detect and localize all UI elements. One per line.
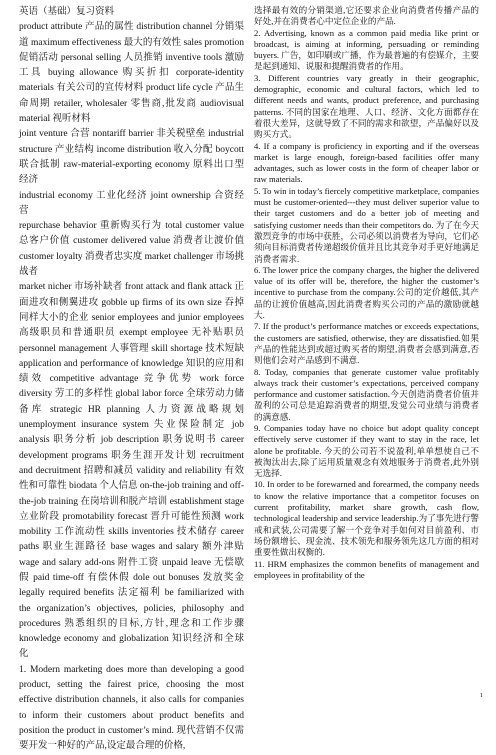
sentence-9: 9. Companies today have no choice but adopt quality concept effectively serve customer if they want to stay in the race, let alone be profitable. 今天的公司若不说盈利,单单想使自己不被淘汰出去,除了运用质量观念有效地服务于消费者,此外别无选择. (254, 422, 479, 479)
sentence-2: 2. Advertising, known as a common paid media like print or broadcast, is aiming at informing, persuading or reminding buyers. 广告，如印刷或广播，作为最普遍的有偿媒介，主要是起到通知、说服和提醒消费者的作用。 (254, 27, 479, 72)
sentence-3: 3. Different countries vary greatly in their geographic, demographic, economic and cultural factors, which led to different needs and wants, product preference, and purchasing patterns. 不同的国家在地理、人口、经济、文化方面都存在着很大差异，这就导致了不同的需求和欲望，产品偏好以及购买方式。 (254, 72, 479, 140)
document-title: 英语（基础）复习资料 (19, 7, 115, 17)
paragraph-marketing-glossary: product attribute 产品的属性 distribution channel 分销渠道 maximum effectiveness 最大的有效性 sales promotion 促销活动 personal selling 人员推销 inventive tools 激励工具 buying allowance 购买折扣 corporate-identity materials 有关公司的宣传材料 product life cycle 产品生命周期 retailer, wholesaler 零售商,批发商 audiovisual material 视听材料 (19, 22, 244, 125)
sentence-6: 6. The lower price the company charges, the higher the delivered value of its offer will be, therefore, the higher the customer’s incentive to purchase from the company.公司的定价越低,其产品的让渡价值越高,因此消费者购买公司的产品的激励就越大. (254, 264, 479, 321)
sentence-8: 8. Today, companies that generate customer value profitably always track their customer’s expectations, perceived company performance and customer satisfaction.今天创造消费者价值并盈利的公司总是追踪消费者的期望,发觉公司业绩与消费者的满意感. (254, 366, 479, 422)
sentence-1: 1. Modern marketing does more than developing a good product, setting the fairest price, choosing the most effective distribution channels, it also calls for companies to inform their customers about product benefits and position the product in customer’s mind. 现代营销不仅需要开发一种好的产品,设定最合理的价格, (19, 664, 244, 752)
paragraph-hr-glossary: market nicher 市场补缺者 front attack and flank attack 正面进攻和侧翼进攻 gobble up firms of its own size 吞掉同样大小的企业 senior employees and junior employees 高级职员和普通职员 exempt employee 无补贴职员 personnel management 人事管理 skill shortage 技术短缺 application and performance of knowledge 知识的应用和绩效 competitive advantage 竞争优势 work force diversity 劳工的多样性 global labor force 全球劳动力储备库 strategic HR planning 人力资源战略规划 unemployment insurance system 失业保险制定 job analysis 职务分析 job description 职务说明书 career development programs 职务生涯开发计划 recruitment and decruitment 招聘和减员 validity and reliability 有效性和可靠性 biodata 个人信息 on-the-job training and off-the-job training 在岗培训和脱产培训 establishment stage 立业阶段 promotability forecast 晋升可能性预测 work mobility 工作流动性 skills inventories 技术储存 career paths 职业生涯路径 base wages and salary 额外津贴 wage and salary add-ons 附件工资 unpaid leave 无偿歇假 paid time-off 有偿休假 dole out bonuses 发放奖金 legally required benefits 法定福利 be familiarized with the organization’s objectives, policies, philosophy and procedures 熟悉组织的目标,方针,理念和工作步骤 knowledge economy and globalization 知识经济和全球化 (19, 282, 244, 660)
sentence-7: 7. If the product’s performance matches or exceeds expectations, the customers are satisfied, otherwise, they are dissatisfied.如果产品的性能达到或超过购买者的期望,消费者会感到满意,否则他们会对产品感到不满意. (254, 321, 479, 366)
left-column (19, 5, 244, 752)
paragraph-customer-glossary: repurchase behavior 重新购买行为 total customer value 总客户价值 customer delivered value 消费者让渡价值 customer loyalty 消费者忠实度 market challenger 市场挑战者 (19, 221, 244, 278)
sentence-11: 11. HRM emphasizes the common benefits of management and employees in profitability of the (254, 558, 479, 580)
right-column (254, 5, 479, 688)
sentence-5: 5. To win in today’s fiercely competitive marketplace, companies must be customer-oriented---they must deliver superior value to their target customers and do a better job of meeting and satisfying customer needs than their competitors do. 为了在今天激烈竞争的市场中获胜，公司必须以消费者为导向，它们必须向目标消费者传递超级价值并且比其竞争对手更好地满足消费者需求. (254, 185, 479, 264)
paragraph-economy-glossary: joint venture 合营 nontariff barrier 非关税壁垒 industrial structure 产业结构 income distribution 收入分配 boycott 联合抵制 raw-material-exporting economy 原料出口型经济 (19, 129, 244, 186)
sentence-4: 4. If a company is proficiency in exporting and if the overseas market is large enough, foreign-based facilities offer many advantages, such as lower costs in the form of cheaper labor or raw materials. (254, 140, 479, 185)
sentence-10: 10. In order to be forewarned and forearmed, the company needs to know the relative importance that a competitor focuses on current profitability, market share growth, cash flow, technological leadership and service leadership.为了事先进行警戒和武装,公司需要了解一个竞争对手如何对目前盈利、市场份额增长、现金流、技术领先和服务领先这几方面的相对重要性做出权衡的. (254, 479, 479, 558)
sentence-1-continued: 选择最有效的分销渠道,它还要求企业向消费者传播产品的好处,并在消费者心中定位企业的产品. (254, 5, 479, 27)
paragraph-industrial-economy: industrial economy 工业化经济 joint ownership 合资经营 (19, 190, 244, 216)
page-number: 1 (479, 692, 483, 699)
